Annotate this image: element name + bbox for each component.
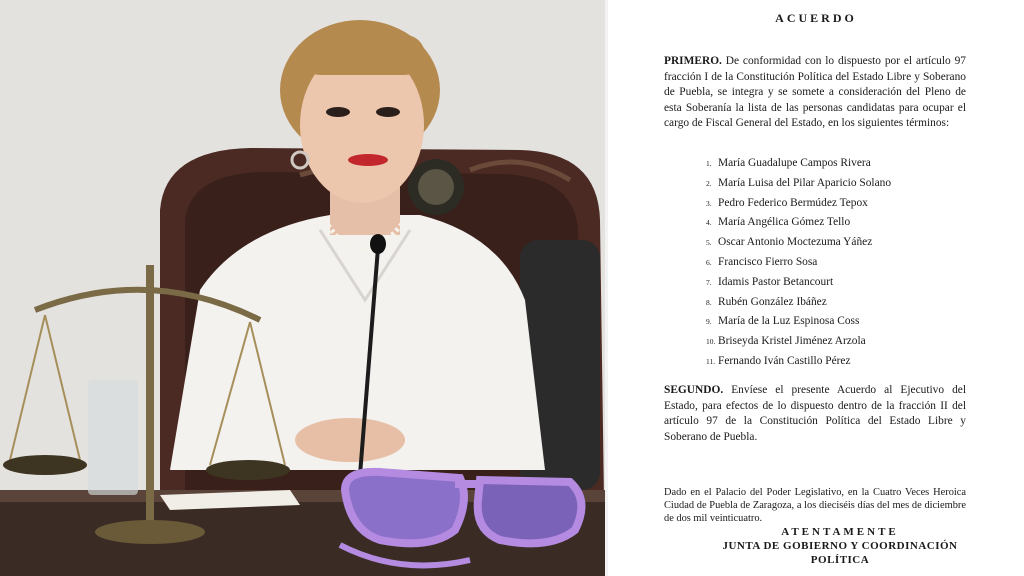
- candidate-item: [706, 332, 891, 352]
- primero-label: PRIMERO.: [664, 55, 722, 67]
- candidate-name: Oscar Antonio Moctezuma Yáñez: [718, 236, 873, 249]
- candidate-number: 9.: [706, 317, 712, 327]
- signature-line-politica: POLÍTICA: [810, 554, 870, 566]
- candidate-number: 8.: [706, 297, 712, 307]
- document-title: ACUERDO: [775, 11, 857, 25]
- candidate-name: María Luisa del Pilar Aparicio Solano: [718, 176, 892, 189]
- candidate-name: Briseyda Kristel Jiménez Arzola: [718, 335, 866, 348]
- candidate-number: 2.: [706, 178, 712, 188]
- segundo-paragraph: [664, 383, 966, 445]
- candidate-number: 7.: [706, 277, 712, 287]
- legislative-document: [608, 0, 1024, 576]
- candidate-name: María Angélica Gómez Tello: [718, 216, 851, 229]
- candidate-number: 6.: [706, 257, 712, 267]
- candidate-number: 1.: [706, 159, 712, 168]
- candidate-item: [706, 352, 891, 372]
- candidate-item: [706, 194, 891, 214]
- candidate-item: [706, 154, 891, 174]
- candidate-item: [706, 174, 891, 194]
- candidate-number: 4.: [706, 218, 712, 228]
- signature-line-atentamente: ATENTAMENTE: [781, 526, 899, 538]
- candidate-list: [706, 154, 891, 372]
- candidate-name: Pedro Federico Bermúdez Tepox: [718, 196, 868, 209]
- candidate-item: [706, 253, 891, 273]
- segundo-label: SEGUNDO.: [664, 384, 724, 396]
- candidate-name: María Guadalupe Campos Rivera: [718, 157, 871, 169]
- closing-paragraph: Dado en el Palacio del Poder Legislativo, en la Cuatro Veces Heroica Ciudad de Puebla de Zaragoza, a los dieciséis días del mes de diciembre de dos mil veinticuatro.: [664, 487, 966, 525]
- candidate-name: Idamis Pastor Betancourt: [718, 275, 834, 288]
- candidate-item: [706, 312, 891, 332]
- candidate-number: 10.: [706, 337, 716, 347]
- candidate-number: 5.: [706, 238, 712, 248]
- candidate-number: 11.: [706, 356, 716, 366]
- candidate-name: Francisco Fierro Sosa: [718, 255, 818, 268]
- signature-line-junta: JUNTA DE GOBIERNO Y COORDINACIÓN: [722, 540, 958, 552]
- candidate-item: [706, 293, 891, 313]
- candidate-number: 3.: [706, 198, 712, 208]
- candidate-name: Rubén González Ibáñez: [718, 295, 827, 308]
- candidate-item: [706, 233, 891, 253]
- segundo-text: Envíese el presente Acuerdo al Ejecutivo del Estado, para efectos de lo dispuesto dentro de la fracción II del artículo 97 de la Constitución Política del Estado Libre y Soberano de Puebla.: [664, 384, 966, 443]
- candidate-item: [706, 273, 891, 293]
- primero-paragraph: [664, 54, 966, 132]
- candidate-name: Fernando Iván Castillo Pérez: [718, 354, 851, 367]
- candidate-item: [706, 213, 891, 233]
- primero-text: De conformidad con lo dispuesto por el artículo 97 fracción I de la Constitución Política del Estado Libre y Soberano de Puebla, se integra y se somete a consideración del Pleno de esta Soberanía la lista de las personas candidatas para ocupar el cargo de Fiscal General del Estado, en los siguientes términos:: [664, 55, 966, 130]
- candidate-name: María de la Luz Espinosa Coss: [718, 315, 860, 328]
